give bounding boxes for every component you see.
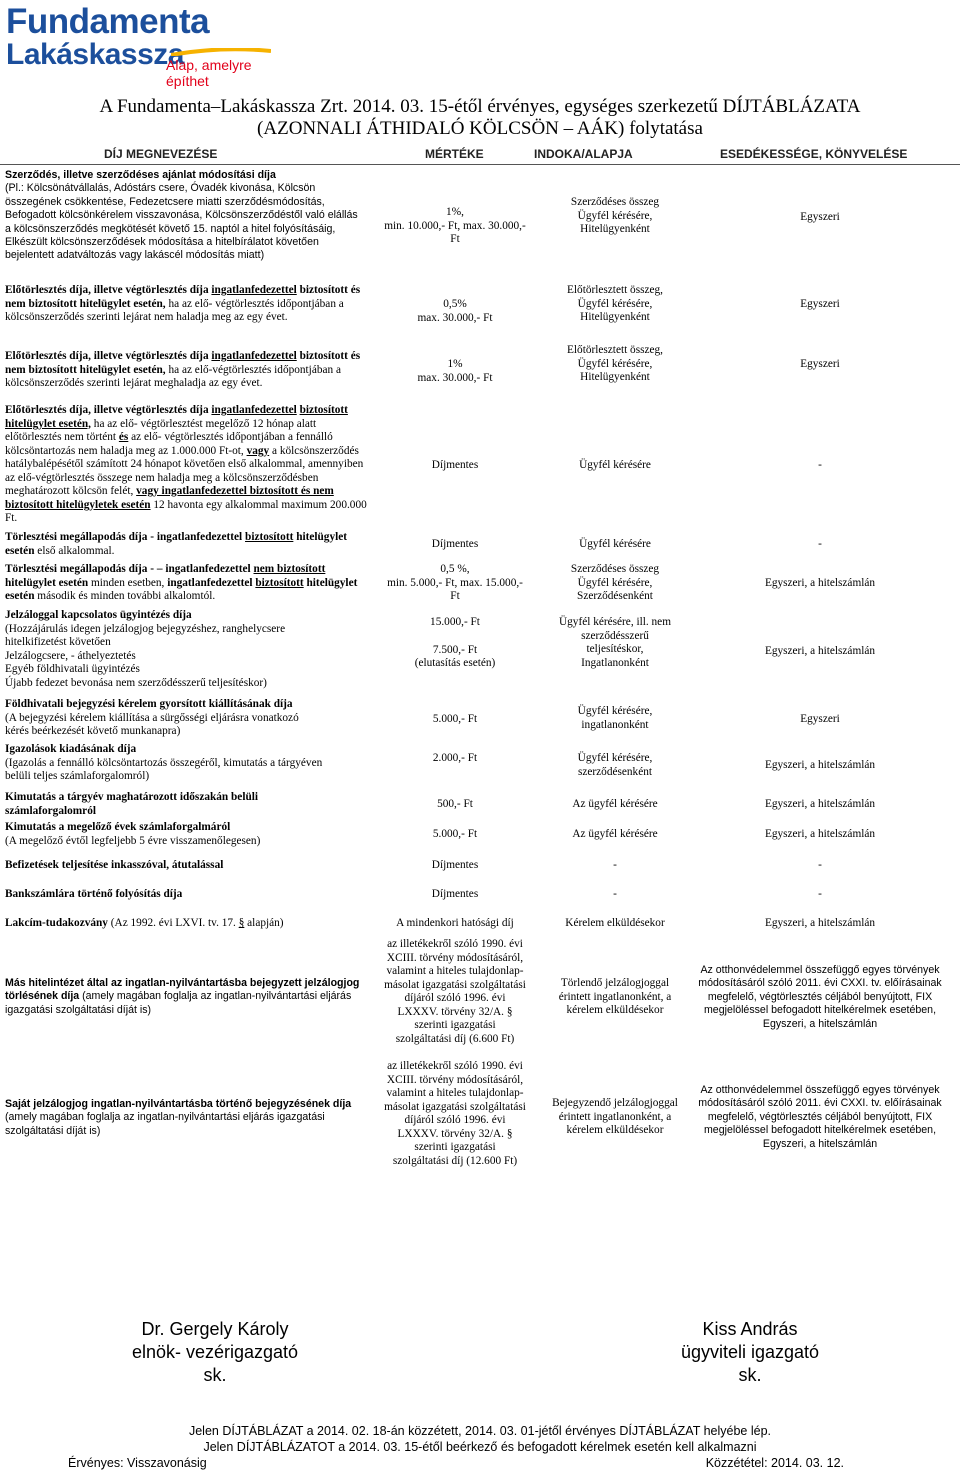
row-title-part: biztosított és nem biztosított hitelügylet esetén, <box>5 350 361 376</box>
amount-line: XCIII. törvény módosításáról, <box>386 951 524 964</box>
fee-statement-current-due: Egyszeri, a hitelszámlán <box>764 798 876 810</box>
amount-line: valamint a hiteles tulajdonlap- <box>386 1087 524 1099</box>
row-title-part: ingatlanfedezettel <box>211 350 297 362</box>
fee-mortgage-admin-reason <box>530 616 700 670</box>
row-detail: (amely magában foglalja az ingatlan-nyilvántartási eljárás igazgatási szolgáltatási díját is) <box>5 990 352 1016</box>
row-title-part: Törlesztési megállapodás díja - – ingatlanfedezettel <box>5 563 251 575</box>
amount-line: Ft <box>450 233 460 245</box>
row-title: számlaforgalomról <box>5 804 96 817</box>
reason-line: szerződésenként <box>577 765 653 778</box>
fee-land-registry-express-amount: 5.000,- Ft <box>432 713 478 725</box>
column-header-name: DÍJ MEGNEVEZÉSE <box>104 147 218 161</box>
row-title-part: Más hitelintézet által az ingatlan-nyilvántartásba bejegyzett <box>5 977 302 989</box>
fee-prepayment-short-reason <box>530 284 700 325</box>
fee-land-registry-express-due: Egyszeri <box>800 713 840 725</box>
amount-line: 7.500,- Ft <box>432 643 478 656</box>
due-line: módosításáról szóló 2011. évi CXXI. tv. előírásainak <box>698 1097 942 1110</box>
fee-prepayment-short-due: Egyszeri <box>800 298 840 310</box>
row-detail: (amely magában foglalja az ingatlan-nyilvántartási eljárás igazgatási szolgáltatási díját is) <box>5 1111 325 1137</box>
detail-line: (Igazolás a fennálló kölcsöntartozás összegéről, kimutatás a tárgyéven <box>5 756 323 769</box>
footer-note-1: Jelen DÍJTÁBLÁZAT a 2014. 02. 18-án közzétett, 2014. 03. 01-jétől érvényes DÍJTÁBLÁZAT helyébe lép. <box>188 1424 772 1438</box>
row-title-part: Előtörlesztés díja, illetve végtörlesztés díja <box>5 404 209 416</box>
logo-line2: Lakáskassza <box>6 38 184 71</box>
footer-published: Közzététel: 2014. 03. 12. <box>705 1456 844 1470</box>
row-title-part: Előtörlesztés díja, illetve végtörlesztés díja <box>5 350 209 362</box>
row-detail: ha az elő- végtörlesztést megelőző 12 hónap alatt előtörlesztés nem történt <box>5 417 317 443</box>
row-title-part: jelzálogjog törlésének díja <box>5 977 360 1003</box>
column-header-reason: INDOKA/ALAPJA <box>534 147 633 161</box>
fee-mortgage-admin-due: Egyszeri, a hitelszámlán <box>764 645 876 657</box>
fee-modification-name <box>5 169 373 263</box>
fee-statement-previous-name <box>5 821 367 848</box>
detail-line: bejelentett adatváltozás vagy lakáscél módosítás miatt) <box>5 249 265 262</box>
signer-name: Kiss András <box>702 1319 798 1339</box>
row-detail: a kölcsönszerződés hatálybalépésétől számított 24 hónapot követően első alkalommal, amennyiben az elő-végtörlesztés összege nem haladja meg a kölcsönszerződésben meghatározott kölcsön felét, <box>5 444 364 497</box>
row-title-part: ingatlanfedezettel <box>167 576 253 589</box>
fee-payments-due: - <box>818 859 822 871</box>
reason-line: ingatlanonként <box>581 718 649 731</box>
amount-line: LXXXV. törvény 32/A. § <box>397 1005 513 1018</box>
fee-disbursement-due: - <box>818 888 822 900</box>
fee-statement-current-name <box>5 791 367 818</box>
fee-foreign-lien-deletion-reason <box>530 977 700 1018</box>
reason-line: Bejegyzendő jelzálogjoggal <box>552 1097 678 1109</box>
fee-prepayment-short-amount <box>370 298 540 325</box>
due-line: megfelelő, végtörlesztés céljából benyújtott, FIX <box>707 990 933 1003</box>
amount-line: szerinti igazgatási <box>414 1019 496 1031</box>
fee-land-registry-express-name <box>5 698 367 739</box>
logo-line1: Fundamenta <box>6 2 210 41</box>
amount-line: díjáról szóló 1996. évi <box>404 992 506 1004</box>
detail-line: hitelkifizetést követően <box>5 636 111 648</box>
fee-own-lien-registration-amount <box>365 1060 545 1168</box>
amount-line: 1% <box>447 358 463 370</box>
reason-line: Ügyfél kérésére, <box>577 705 653 717</box>
row-title-part: biztosított <box>255 576 304 589</box>
row-title: Saját jelzálogjog ingatlan-nyilvántartásba történő bejegyzésének díja <box>5 1098 352 1110</box>
row-title: Kimutatás a megelőző évek számlaforgalmáról <box>5 821 231 833</box>
logo-tagline: Alap, amelyre építhet <box>166 57 252 89</box>
fee-mortgage-admin-name <box>5 609 367 690</box>
fee-certificates-due: Egyszeri, a hitelszámlán <box>764 759 876 771</box>
due-line: Egyszeri, a hitelszámlán <box>762 1137 878 1150</box>
column-header-amount: MÉRTÉKE <box>425 147 484 161</box>
row-title: Igazolások kiadásának díja <box>5 743 137 755</box>
reason-line: érintett ingatlanonként, a <box>558 990 672 1003</box>
fee-statement-current-reason: Az ügyfél kérésére <box>572 798 658 810</box>
row-detail-emph: vagy ingatlanfedezettel biztosított és nem biztosított hitelügyletek esetén <box>5 485 334 511</box>
row-detail: § <box>238 917 245 929</box>
row-detail-emph: és <box>118 431 129 443</box>
fee-modification-title: Szerződés, illetve szerződéses ajánlat módosítási díja <box>5 169 276 181</box>
reason-line: Szerződésenként <box>577 590 653 602</box>
reason-line: Hitelügyenként <box>580 371 650 383</box>
row-title-part: Törlesztési megállapodás díja - ingatlanfedezettel <box>5 531 243 543</box>
amount-line: LXXXV. törvény 32/A. § <box>397 1127 513 1140</box>
signer-role: elnök- vezérigazgató <box>131 1342 299 1362</box>
fee-certificates-reason <box>530 752 700 779</box>
document-subtitle: (AZONNALI ÁTHIDALÓ KÖLCSÖN – AÁK) folytatása <box>257 118 703 139</box>
fee-repayment-agreement-first-due: - <box>818 538 822 550</box>
footer-note-2: Jelen DÍJTÁBLÁZATOT a 2014. 03. 15-étől beérkező és befogadott kérelmek esetén kell alkalmazni <box>203 1440 757 1454</box>
fee-prepayment-long-amount <box>370 358 540 385</box>
amount-line: szolgáltatási díj (12.600 Ft) <box>392 1154 518 1167</box>
footer-valid: Érvényes: Visszavonásig <box>68 1456 207 1470</box>
amount-line: min. 5.000,- Ft, max. 15.000,- <box>387 576 523 589</box>
reason-line: Ügyfél kérésére, <box>577 209 653 222</box>
amount-line: (elutasítás esetén) <box>414 657 496 669</box>
amount-line: valamint a hiteles tulajdonlap- <box>386 965 524 977</box>
fee-own-lien-registration-name <box>5 1098 367 1138</box>
detail-line: összegének csökkentése, Fedezetcsere miatti szerződésmódosítás, <box>5 195 325 208</box>
reason-line: érintett ingatlanonként, a <box>558 1110 672 1123</box>
reason-line: Ügyfél kérésére, ill. nem <box>559 616 671 628</box>
fee-address-lookup-amount: A mindenkori hatósági díj <box>396 917 514 929</box>
detail-line: (A bejegyzési kérelem kiállítása a sürgősségi eljárásra vonatkozó <box>5 711 299 724</box>
detail-line: (A megelőző évtől legfeljebb 5 évre visszamenőlegesen) <box>5 834 261 847</box>
row-detail-emph: vagy <box>246 444 270 457</box>
fee-prepayment-long-name <box>5 350 367 391</box>
fee-own-lien-registration-reason <box>530 1097 700 1138</box>
reason-line: Szerződéses összeg <box>570 196 660 208</box>
fee-own-lien-registration-due <box>690 1084 950 1151</box>
row-title-part: biztosított <box>245 531 294 543</box>
amount-line: max. 30.000,- Ft <box>417 371 493 384</box>
reason-line: Előtörlesztett összeg, <box>567 344 663 356</box>
fee-address-lookup-name <box>5 917 375 931</box>
signer-sk: sk. <box>203 1365 227 1385</box>
fee-land-registry-express-reason <box>530 705 700 732</box>
fee-modification-due: Egyszeri <box>800 211 840 223</box>
fee-mortgage-admin-amount <box>370 616 540 671</box>
due-line: Az otthonvédelemmel összefüggő egyes törvények <box>700 1084 940 1096</box>
row-title-part: ingatlanfedezettel <box>211 404 297 416</box>
signer-name: Dr. Gergely Károly <box>141 1319 289 1339</box>
fee-prepayment-long-reason <box>530 344 700 385</box>
row-title: Lakcím-tudakozvány <box>5 917 108 929</box>
amount-line: max. 30.000,- Ft <box>417 311 493 324</box>
row-detail: ha az elő-végtörlesztés időpontjában a kölcsönszerződés szerinti lejárat meghaladja az egy évet. <box>5 363 341 389</box>
fee-statement-previous-amount: 5.000,- Ft <box>432 828 478 840</box>
fee-repayment-agreement-first-name <box>5 531 367 558</box>
fee-payments-reason: - <box>613 859 617 871</box>
detail-line: Egyéb földhivatali ügyintézés <box>5 663 140 675</box>
amount-line: XCIII. törvény módosításáról, <box>386 1073 524 1086</box>
fee-repayment-agreement-due: Egyszeri, a hitelszámlán <box>764 577 876 589</box>
amount-line: másolat igazgatási szolgáltatási <box>384 1100 526 1113</box>
fee-foreign-lien-deletion-due <box>690 964 950 1031</box>
fee-disbursement-amount: Díjmentes <box>431 888 479 900</box>
row-detail: (Az 1992. évi LXVI. tv. 17. <box>107 917 236 929</box>
row-title-part: ingatlanfedezettel <box>211 284 297 296</box>
reason-line: kérelem elküldésekor <box>566 1124 664 1136</box>
fee-foreign-lien-deletion-name <box>5 977 367 1017</box>
fee-disbursement-reason: - <box>613 888 617 900</box>
amount-line: szerinti igazgatási <box>414 1141 496 1153</box>
reason-line: Előtörlesztett összeg, <box>567 284 663 296</box>
row-title-part: hitelügylet esetén <box>5 576 358 602</box>
document-title: A Fundamenta–Lakáskassza Zrt. 2014. 03. 15-étől érvényes, egységes szerkezetű DÍJTÁBLÁZATA <box>99 96 861 117</box>
fee-prepayment-long-due: Egyszeri <box>800 358 840 370</box>
detail-line: kérés beérkezését követő munkanapra) <box>5 725 181 737</box>
fee-foreign-lien-deletion-amount <box>365 938 545 1046</box>
amount-line: 0,5% <box>443 298 467 310</box>
amount-line: az illetékekről szóló 1990. évi <box>387 938 523 950</box>
reason-line: kérelem elküldésekor <box>566 1004 664 1016</box>
amount-line: 1%, <box>446 206 464 218</box>
fee-free-prepayment-name <box>5 404 367 526</box>
row-title-part: nem biztosított <box>253 563 326 575</box>
fee-repayment-agreement-reason <box>530 563 700 604</box>
fee-address-lookup-due: Egyszeri, a hitelszámlán <box>764 917 876 929</box>
due-line: megjelöléssel befogadott hitelkérelmek esetében, <box>703 1004 937 1017</box>
fee-certificates-name <box>5 743 367 784</box>
row-detail: első alkalommal. <box>34 544 115 557</box>
due-line: Egyszeri, a hitelszámlán <box>762 1017 878 1030</box>
row-detail: 12 havonta egy alkalommal maximum 200.000 Ft. <box>5 498 367 524</box>
fee-address-lookup-reason: Kérelem elküldésekor <box>565 917 665 929</box>
row-detail: minden esetben, <box>88 576 168 589</box>
fee-repayment-agreement-first-reason: Ügyfél kérésére <box>579 538 651 550</box>
detail-line: (Hozzájárulás idegen jelzálogjog bejegyzéshez, ranghelycsere <box>5 622 286 635</box>
reason-line: Törlendő jelzálogjoggal <box>560 977 670 989</box>
fee-prepayment-short-name <box>5 284 367 325</box>
fee-repayment-agreement-first-amount: Díjmentes <box>431 538 479 550</box>
due-line: módosításáról szóló 2011. évi CXXI. tv. előírásainak <box>698 977 942 990</box>
amount-line: díjáról szóló 1996. évi <box>404 1114 506 1126</box>
amount-line: min. 10.000,- Ft, max. 30.000,- <box>384 219 526 232</box>
header-rule <box>0 164 960 165</box>
detail-line: a kölcsönszerződés megkötését követő 15. naptól a hitel folyósításáig, <box>5 222 336 235</box>
detail-line: (Pl.: Kölcsönátvállalás, Adóstárs csere, Óvadék kivonása, Kölcsön <box>5 182 316 195</box>
fee-repayment-agreement-name <box>5 563 367 604</box>
row-detail: második és minden további alkalomtól. <box>34 590 216 602</box>
amount-line: másolat igazgatási szolgáltatási <box>384 978 526 991</box>
row-detail: alapján) <box>244 917 284 929</box>
reason-line: Ügyfél kérésére, <box>577 357 653 370</box>
row-title: Jelzáloggal kapcsolatos ügyintézés díja <box>5 609 192 621</box>
amount-line: 0,5 %, <box>440 563 470 575</box>
reason-line: Hitelügyenként <box>580 223 650 235</box>
reason-line: Ingatlanonként <box>581 656 649 669</box>
logo-swoosh-icon <box>171 48 271 56</box>
row-title: Kimutatás a tárgyév maghatározott időszakán belüli <box>5 791 259 803</box>
signer-role: ügyviteli igazgató <box>680 1342 820 1362</box>
reason-line: Szerződéses összeg <box>570 563 660 575</box>
reason-line: Ügyfél kérésére, <box>577 576 653 589</box>
row-title-part: hitelügylet esetén <box>5 576 89 589</box>
reason-line: Ügyfél kérésére, <box>577 752 653 764</box>
signature-right <box>640 1318 860 1387</box>
amount-line: Ft <box>450 590 460 602</box>
fee-modification-reason <box>530 196 700 237</box>
row-detail: az elő- végtörlesztés időpontjában a fennálló kölcsöntartozás nem haladja meg az 1.000.000 Ft-ot, <box>5 431 333 457</box>
signature-left <box>95 1318 335 1387</box>
fee-free-prepayment-amount: Díjmentes <box>431 459 479 471</box>
fee-statement-previous-reason: Az ügyfél kérésére <box>572 828 658 840</box>
row-title-part: biztosított hitelügylet esetén, <box>5 404 348 430</box>
fee-statement-current-amount: 500,- Ft <box>437 798 473 810</box>
detail-line: Jelzálogcsere, - áthelyeztetés <box>5 649 136 662</box>
fee-payments-name: Befizetések teljesítése inkasszóval, átutalással <box>5 859 224 871</box>
amount-line: 15.000,- Ft <box>430 616 480 628</box>
row-title: Földhivatali bejegyzési kérelem gyorsított kiállításának díja <box>5 698 293 710</box>
fee-modification-amount <box>370 206 540 247</box>
fee-free-prepayment-reason: Ügyfél kérésére <box>579 459 651 471</box>
fee-certificates-amount: 2.000,- Ft <box>432 752 478 764</box>
detail-line: Befogadott kölcsönkérelem visszavonása, Kölcsönszerződéstől való elállás <box>5 209 358 222</box>
reason-line: teljesítéskor, <box>586 643 644 655</box>
due-line: Az otthonvédelemmel összefüggő egyes törvények <box>700 964 940 976</box>
detail-line: belüli teljes számlaforgalomról) <box>5 770 150 782</box>
row-title-part: hitelügylet esetén <box>5 531 348 557</box>
amount-line: az illetékekről szóló 1990. évi <box>387 1060 523 1072</box>
fee-disbursement-name: Bankszámlára történő folyósítás díja <box>5 888 183 900</box>
reason-line: Ügyfél kérésére, <box>577 297 653 310</box>
fee-free-prepayment-due: - <box>818 459 822 471</box>
fee-repayment-agreement-amount <box>370 563 540 604</box>
fee-payments-amount: Díjmentes <box>431 859 479 871</box>
reason-line: szerződésszerű <box>581 629 649 642</box>
row-title-part: biztosított és nem biztosított hitelügylet esetén, <box>5 284 361 310</box>
column-header-due: ESEDÉKESSÉGE, KÖNYVELÉSE <box>720 147 908 161</box>
company-logo <box>6 2 296 89</box>
due-line: megfelelő, végtörlesztés céljából benyújtott, FIX <box>707 1110 933 1123</box>
detail-line: Elkészült kölcsönszerződések módosítása a hitelbírálatot követően <box>5 236 319 249</box>
signer-sk: sk. <box>738 1365 762 1385</box>
amount-line: szolgáltatási díj (6.600 Ft) <box>395 1032 515 1045</box>
fee-statement-previous-due: Egyszeri, a hitelszámlán <box>764 828 876 840</box>
reason-line: Hitelügyenként <box>580 311 650 323</box>
row-title-part: Előtörlesztés díja, illetve végtörlesztés díja <box>5 284 209 296</box>
row-detail: ha az elő- végtörlesztés időpontjában a kölcsönszerződés szerinti lejárat nem haladja meg az egy évet. <box>5 297 344 323</box>
due-line: megjelöléssel befogadott hitelkérelmek esetében, <box>703 1124 937 1137</box>
detail-line: Újabb fedezet bevonása nem szerződésszerű teljesítéskor) <box>5 676 267 689</box>
